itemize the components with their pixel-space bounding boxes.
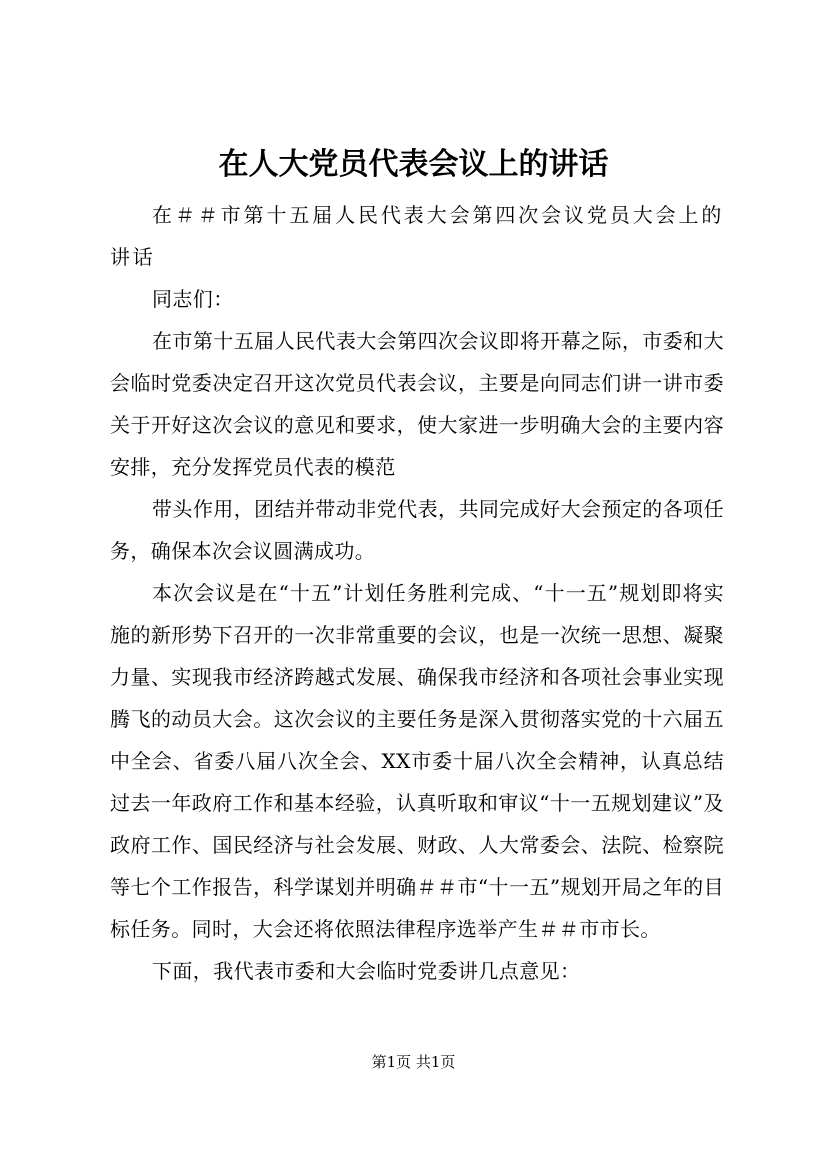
paragraph-transition: 下面，我代表市委和大会临时党委讲几点意见： (152, 959, 581, 983)
paragraph-salutation: 同志们： (152, 287, 234, 311)
paragraph-subtitle: 在＃＃市第十五届人民代表大会第四次会议党员大会上的讲话 (110, 203, 724, 269)
page-footer: 第1页 共1页 (371, 1053, 456, 1071)
paragraph-meeting-significance: 本次会议是在“十五”计划任务胜利完成、“十一五”规划即将实施的新形势下召开的一次非常重要的会议，也是一次统一思想、凝聚力量、实现我市经济跨越式发展、确保我市经济和各项社会事业实现腾飞的动员大会。这次会议的主要任务是深入贯彻落实党的十六届五中全会、省委八届八次全会、XX市委十届八次全会精神，认真总结过去一年政府工作和基本经验，认真听取和审议“十一五规划建议”及政府工作、国民经济与社会发展、财政、人大常委会、法院、检察院等七个工作报告，科学谋划并明确＃＃市“十一五”规划开局之年的目标任务。同时，大会还将依照法律程序选举产生＃＃市市长。 (110, 581, 724, 941)
document-title: 在人大党员代表会议上的讲话 (218, 147, 609, 182)
paragraph-opening: 在市第十五届人民代表大会第四次会议即将开幕之际，市委和大会临时党委决定召开这次党员代表会议，主要是向同志们讲一讲市委关于开好这次会议的意见和要求，使大家进一步明确大会的主要内容安排，充分发挥党员代表的模范 (110, 329, 724, 479)
paragraph-task: 带头作用，团结并带动非党代表，共同完成好大会预定的各项任务，确保本次会议圆满成功。 (110, 497, 724, 563)
document-body (110, 194, 724, 992)
